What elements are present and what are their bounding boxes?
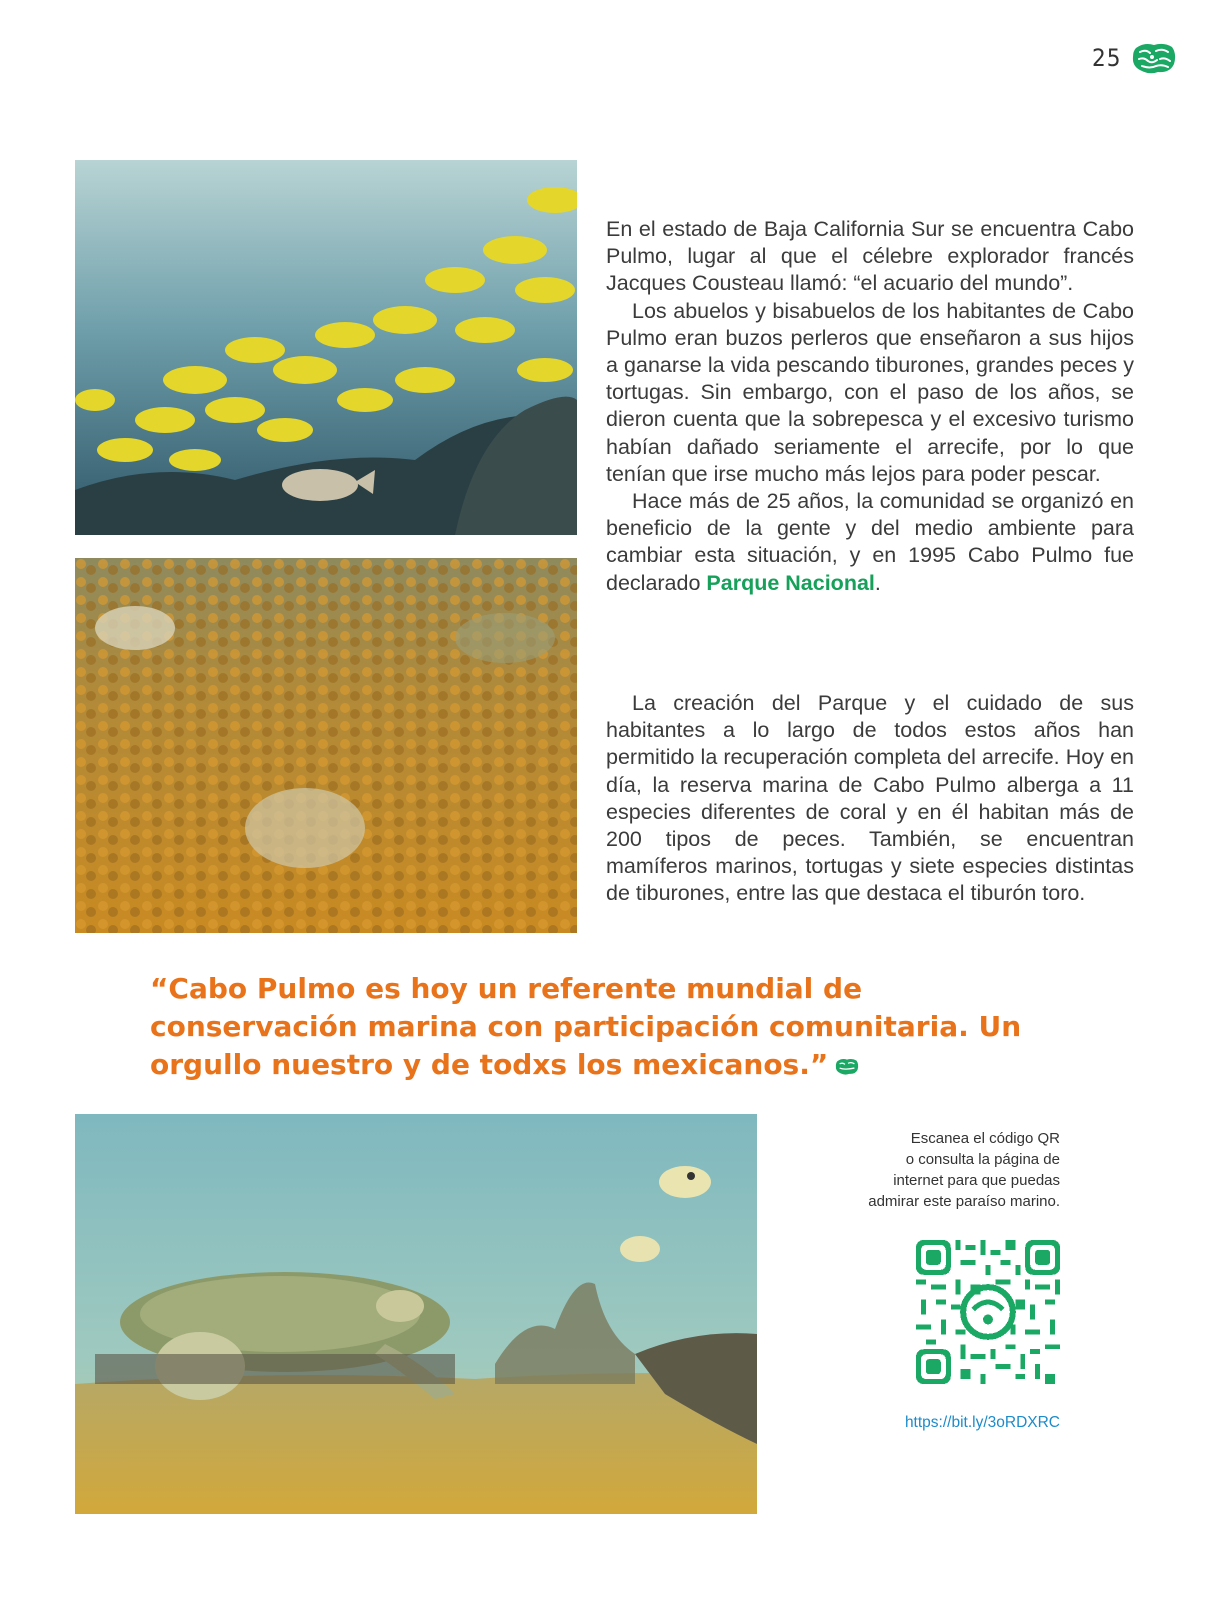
article-text-block-2 [606, 690, 1134, 908]
pull-quote-text: “Cabo Pulmo es hoy un referente mundial de conservación marina con participación comunitaria. Un orgullo nuestro y de todxs los mexicanos.” [150, 972, 1022, 1081]
photo-coral-reef [75, 558, 577, 933]
qr-caption [820, 1128, 1060, 1212]
photo-fish-school [75, 160, 577, 535]
magazine-logo-icon [1130, 42, 1178, 76]
qr-caption-line: Escanea el código QR [910, 1130, 1060, 1147]
page-number: 25 [1092, 44, 1122, 72]
parque-nacional-highlight: Parque Nacional [706, 570, 875, 595]
pull-quote [150, 970, 1070, 1084]
qr-caption-line: internet para que puedas [893, 1172, 1060, 1189]
qr-code[interactable] [916, 1240, 1060, 1384]
qr-link[interactable]: https://bit.ly/3oRDXRC [904, 1414, 1060, 1431]
paragraph-recovery: La creación del Parque y el cuidado de sus habitantes a lo largo de todos estos años han permitido la recuperación completa del arrecife. Hoy en día, la reserva marina de Cabo Pulmo alberga a 11 especies diferentes de coral y en él habitan más de 200 tipos de peces. También, se encuentran mamíferos marinos, tortugas y siete especies distintas de tiburones, entre las que destaca el tiburón toro. [606, 691, 1134, 906]
photo-sea-turtle [75, 1114, 757, 1514]
paragraph-community [606, 488, 1134, 597]
qr-caption-line: admirar este paraíso marino. [868, 1193, 1060, 1210]
paragraph-community-end: . [874, 570, 881, 595]
article-text-block-1 [606, 216, 1134, 597]
qr-caption-line: o consulta la página de [905, 1151, 1060, 1168]
paragraph-intro: En el estado de Baja California Sur se encuentra Cabo Pulmo, lugar al que el célebre explorador francés Jacques Cousteau llamó: “el acuario del mundo”. [606, 217, 1134, 296]
quote-logo-icon [834, 1058, 860, 1076]
paragraph-history: Los abuelos y bisabuelos de los habitantes de Cabo Pulmo eran buzos perleros que enseñaron a sus hijos a ganarse la vida pescando tiburones, grandes peces y tortugas. Sin embargo, con el paso de los años, se dieron cuenta que la sobrepesca y el excesivo turismo habían dañado seriamente el arrecife, por lo que tenían que irse mucho más lejos para poder pescar. [606, 298, 1134, 486]
paragraph-community-text: Hace más de 25 años, la comunidad se organizó en beneficio de la gente y del medio ambiente para cambiar esta situación, y en 1995 Cabo Pulmo fue declarado [606, 489, 1134, 595]
